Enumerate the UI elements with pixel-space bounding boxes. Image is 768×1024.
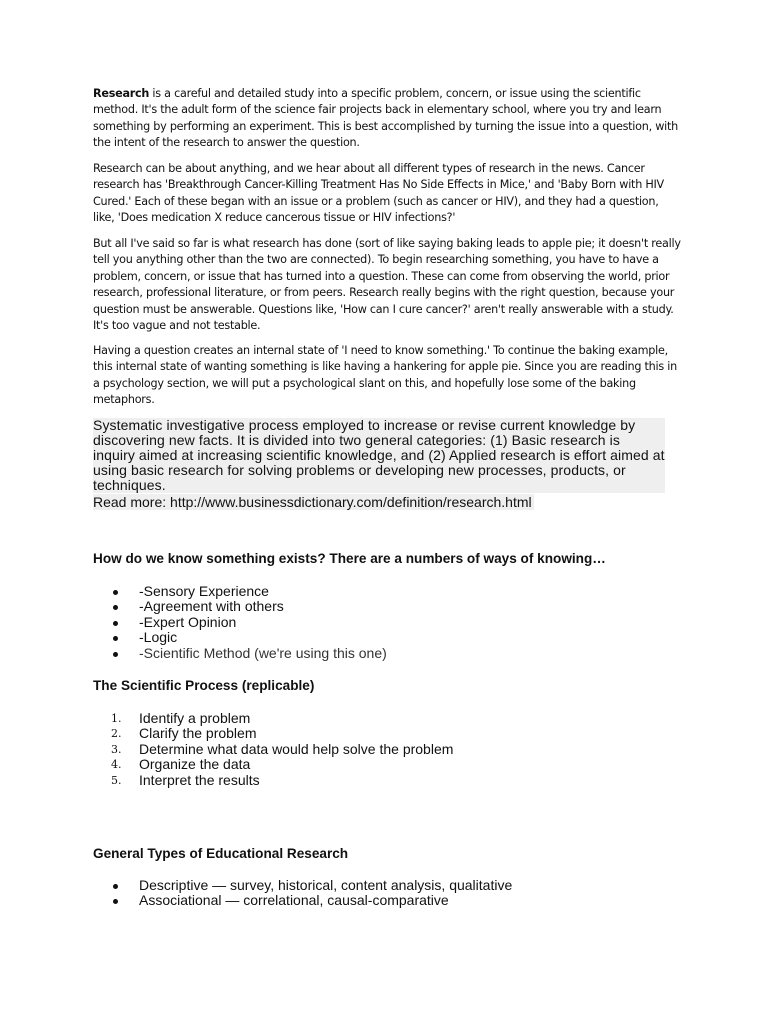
list-item <box>93 599 387 614</box>
list-item-label: Identify a problem <box>139 710 251 726</box>
list-number: 5. <box>111 773 122 787</box>
paragraph-research-question <box>93 236 683 334</box>
list-item-label: -Scientific Method (we're using this one) <box>139 644 387 661</box>
list-item-label: Descriptive — survey, historical, content analysis, qualitative <box>139 877 513 893</box>
list-item-label: Clarify the problem <box>139 725 257 742</box>
bullet-icon <box>113 636 118 641</box>
list-item <box>93 646 387 661</box>
list-item <box>93 742 453 757</box>
list-number: 4. <box>111 758 122 772</box>
bullet-icon <box>113 605 118 610</box>
list-item-label: Associational — correlational, causal-comparative <box>139 892 449 909</box>
list-number: 1. <box>111 712 122 725</box>
list-item-label: Organize the data <box>139 756 251 773</box>
paragraph-research-news <box>93 161 683 227</box>
paragraph-text: Having a question creates an internal state of 'I need to know something.' To continue the baking example, this internal state of wanting something is like having a hankering for apple pie. Since you are reading this in a psychology section, we will put a psychological slant on this, and hopefully lose some of the baking metaphors. <box>93 344 677 407</box>
definition-quote: Systematic investigative process employed to increase or revise current knowledge by discovering new facts. It is divided into two general categories: (1) Basic research is inquiry aimed at increasing scientific knowledge, and (2) Applied research is effort aimed at using basic research for solving problems or developing new processes, products, or techniques. <box>93 417 665 493</box>
bold-lead-research: Research <box>93 87 150 100</box>
list-number: 2. <box>111 727 122 741</box>
scientific-process-list <box>93 711 453 788</box>
read-more-link[interactable]: Read more: http://www.businessdictionary.com/definition/research.html <box>93 494 532 510</box>
bullet-icon <box>113 590 118 595</box>
list-number: 3. <box>111 742 122 756</box>
list-item <box>93 711 453 726</box>
ways-of-knowing-list <box>93 584 387 661</box>
list-item-label: -Sensory Experience <box>139 583 269 599</box>
educational-research-heading: General Types of Educational Research <box>93 846 349 861</box>
list-item <box>93 757 453 772</box>
list-item <box>93 773 453 788</box>
list-item-label: -Agreement with others <box>139 598 284 615</box>
list-item-label: -Logic <box>139 629 178 646</box>
list-item <box>93 726 453 741</box>
list-item <box>93 893 512 908</box>
bullet-icon <box>113 884 118 889</box>
list-item <box>93 630 387 645</box>
bullet-icon <box>113 899 118 904</box>
list-item-label: Determine what data would help solve the problem <box>139 740 454 757</box>
bullet-icon <box>113 621 118 626</box>
paragraph-research-definition <box>93 86 683 152</box>
list-item-label: -Expert Opinion <box>139 613 237 630</box>
paragraph-text: is a careful and detailed study into a specific problem, concern, or issue using the scientific method. It's the adult form of the science fair projects back in elementary school, where you try and learn something by performing an experiment. This is best accomplished by turning the issue into a question, with the intent of the research to answer the question. <box>93 87 678 150</box>
list-item <box>93 584 387 599</box>
paragraph-text: But all I've said so far is what research has done (sort of like saying baking leads to apple pie; it doesn't really tell you anything other than the two are connected). To begin researching something, you have to have a problem, concern, or issue that has turned into a question. These can come from observing the world, prior research, professional literature, or from peers. Research really begins with the right question, because your question must be answerable. Questions like, 'How can I cure cancer?' aren't really answerable with a study. It's too vague and not testable. <box>93 237 681 333</box>
list-item-label: Interpret the results <box>139 771 260 788</box>
educational-research-list <box>93 878 512 909</box>
bullet-icon <box>113 652 118 657</box>
paragraph-internal-state <box>93 343 683 409</box>
scientific-process-heading: The Scientific Process (replicable) <box>93 678 315 693</box>
paragraph-text: Research can be about anything, and we hear about all different types of research in the news. Cancer research has 'Breakthrough Cancer-Killing Treatment Has No Side Effects in Mice,' and 'Baby Born with HIV Cured.' Each of these began with an issue or a problem (such as cancer or HIV), and they had a question, like, 'Does medication X reduce cancerous tissue or HIV infections?' <box>93 162 664 225</box>
list-item <box>93 878 512 893</box>
ways-of-knowing-heading: How do we know something exists? There are a numbers of ways of knowing… <box>93 551 606 566</box>
list-item <box>93 615 387 630</box>
